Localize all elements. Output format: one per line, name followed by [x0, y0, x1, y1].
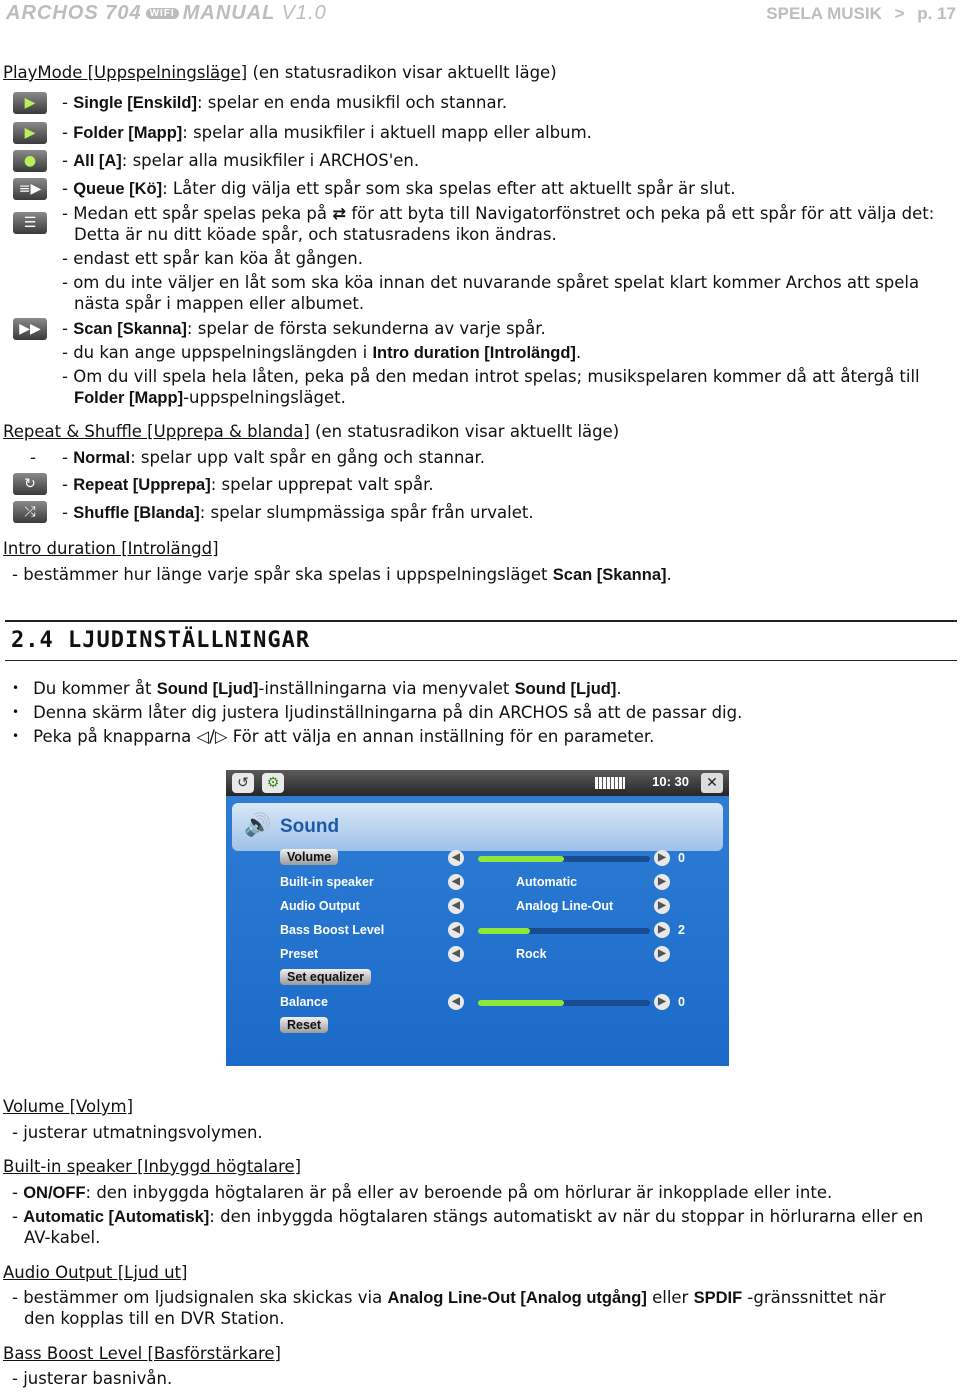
desc: : spelar alla musikfiler i aktuell mapp eller album.	[182, 123, 592, 142]
wifi-badge: WIFI	[146, 8, 179, 19]
queue-text-d: endast ett spår kan köa åt gången.	[73, 249, 363, 268]
scan-mode-icon: ▶▶	[13, 318, 47, 340]
breadcrumb	[766, 4, 956, 24]
introduration-heading	[3, 538, 955, 559]
term: Normal	[73, 449, 131, 467]
whole-text-1: Om du vill spela hela låten, peka på den medan introt spelas; musikspelaren kommer då att återgå till	[73, 367, 920, 386]
repeat-shuffle: - Shuffle [Blanda]: spelar slumpmässiga spår från urvalet.	[62, 503, 534, 522]
speaker-title: Built-in speaker [Inbyggd högtalare]	[3, 1157, 302, 1176]
section-heading	[5, 620, 957, 661]
output-title: Audio Output [Ljud ut]	[3, 1263, 188, 1282]
manual-label: MANUAL	[182, 2, 276, 24]
setting-label[interactable]: Reset	[280, 1017, 328, 1033]
back-icon[interactable]: ↺	[232, 773, 254, 793]
term: Shuffle [Blanda]	[73, 504, 200, 522]
single-mode-icon: ▶	[13, 92, 47, 114]
output-heading	[3, 1262, 955, 1283]
close-icon[interactable]: ✕	[701, 773, 723, 793]
b3a: Peka på knapparna	[33, 727, 192, 746]
queue-instruction: - Medan ett spår spelas peka på ⇄ för att byta till Navigatorfönstret och peka på ett spår för att välja det:	[62, 204, 935, 223]
setting-slider[interactable]	[478, 856, 650, 862]
volume-title: Volume [Volym]	[3, 1097, 134, 1116]
decrease-arrow-icon[interactable]: ◀	[448, 874, 464, 890]
page-header	[0, 0, 960, 28]
a: bestämmer om ljudsignalen ska skickas via	[23, 1288, 388, 1307]
queue-note-2: - om du inte väljer en låt som ska köa innan det nuvarande spåret spelat klart kommer Archos att spela	[62, 273, 920, 292]
c: -gränssnittet när	[742, 1288, 886, 1307]
setting-slider[interactable]	[478, 1000, 650, 1006]
b2: Denna skärm låter dig justera ljudinställningarna på din ARCHOS så att de passar dig.	[33, 703, 743, 722]
playmode-queue: - Queue [Kö]: Låter dig välja ett spår som ska spelas efter att aktuellt spår är slut.	[62, 179, 736, 198]
term: Folder [Mapp]	[73, 124, 183, 142]
left-arrow-icon: ◁	[196, 727, 210, 746]
section-name: SPELA MUSIK	[766, 4, 882, 23]
decrease-arrow-icon[interactable]: ◀	[448, 994, 464, 1010]
setting-label: Preset	[280, 947, 319, 961]
setting-row[interactable]	[272, 919, 712, 943]
setting-row[interactable]	[272, 847, 712, 871]
desc: justerar utmatningsvolymen.	[23, 1123, 263, 1142]
playmode-heading	[3, 62, 955, 83]
scan-note-2b	[74, 387, 346, 409]
normal-mode-icon: -	[30, 448, 36, 467]
setting-row[interactable]	[272, 991, 712, 1015]
queue-mode-icon: ≡▶	[13, 178, 47, 200]
intro-pre: du kan ange uppspelningslängden i	[73, 343, 373, 362]
desc: : spelar en enda musikfil och stannar.	[196, 93, 508, 112]
decrease-arrow-icon[interactable]: ◀	[448, 850, 464, 866]
setting-row[interactable]	[272, 943, 712, 967]
b1c: .	[616, 679, 622, 698]
sound-settings-screenshot	[226, 770, 729, 1066]
setting-number: 0	[678, 995, 685, 1009]
scan-note-2: - Om du vill spela hela låten, peka på den medan introt spelas; musikspelaren kommer då att återgå till	[62, 367, 920, 386]
speaker-onoff: - ON/OFF: den inbyggda högtalaren är på eller av beroende på om hörlurar är inkopplade eller inte.	[12, 1183, 833, 1202]
speaker-icon: 🔊	[244, 813, 272, 838]
desc: : Låter dig välja ett spår som ska spelas efter att aktuellt spår är slut.	[162, 179, 736, 198]
increase-arrow-icon[interactable]: ▶	[654, 874, 670, 890]
whole-term: Folder [Mapp]	[74, 389, 184, 407]
t2: SPDIF	[693, 1289, 743, 1307]
desc: : den inbyggda högtalaren stängs automatiskt av när du stoppar in hörlurarna eller en	[209, 1207, 924, 1226]
shuffle-icon: ⤮	[13, 501, 47, 523]
setting-label: Built-in speaker	[280, 875, 374, 889]
desc: : den inbyggda högtalaren är på eller av beroende på om hörlurar är inkopplade eller inte.	[85, 1183, 833, 1202]
desc: justerar basnivån.	[23, 1369, 173, 1388]
repeat-repeat: - Repeat [Upprepa]: spelar upprepat valt spår.	[62, 475, 434, 494]
playmode-folder: - Folder [Mapp]: spelar alla musikfiler i aktuell mapp eller album.	[62, 123, 592, 142]
device-titlebar	[226, 770, 729, 796]
decrease-arrow-icon[interactable]: ◀	[448, 922, 464, 938]
setting-label: Balance	[280, 995, 328, 1009]
speaker-auto: - Automatic [Automatisk]: den inbyggda högtalaren stängs automatiskt av när du stoppar in hörlurarna eller en	[12, 1207, 924, 1226]
volume-heading	[3, 1096, 955, 1117]
intro-post: .	[575, 343, 582, 362]
setting-number: 0	[678, 851, 685, 865]
battery-icon	[595, 777, 625, 789]
setting-value: Analog Line-Out	[516, 899, 614, 913]
repeat-title: Repeat & Shuffle [Upprepa & blanda]	[3, 422, 310, 441]
decrease-arrow-icon[interactable]: ◀	[448, 946, 464, 962]
folder-mode-icon: ▶	[13, 122, 47, 144]
introduration-text: - bestämmer hur länge varje spår ska spelas i uppspelningsläget Scan [Skanna].	[12, 565, 672, 584]
term: Single [Enskild]	[73, 94, 197, 112]
desc: : spelar alla musikfiler i ARCHOS'en.	[121, 151, 420, 170]
playmode-single: - Single [Enskild]: spelar en enda musikfil och stannar.	[62, 93, 508, 112]
b1b: -inställningarna via menyvalet	[258, 679, 515, 698]
desc: : spelar upp valt spår en gång och stannar.	[130, 448, 486, 467]
bass-title: Bass Boost Level [Basförstärkare]	[3, 1344, 281, 1363]
setting-slider[interactable]	[478, 928, 650, 934]
term: Automatic [Automatisk]	[23, 1208, 210, 1226]
term: ON/OFF	[23, 1184, 86, 1202]
term: All [A]	[73, 152, 122, 170]
b: eller	[646, 1288, 694, 1307]
setting-label: Audio Output	[280, 899, 360, 913]
all-mode-icon: ●	[13, 150, 47, 172]
output-text: - bestämmer om ljudsignalen ska skickas via Analog Line-Out [Analog utgång] eller SPDIF -gränssnittet när	[12, 1288, 886, 1307]
t1: Analog Line-Out [Analog utgång]	[387, 1289, 647, 1307]
queue-text-a: Medan ett spår spelas peka på	[73, 204, 328, 223]
repeat-normal: - Normal: spelar upp valt spår en gång och stannar.	[62, 448, 486, 467]
b3sep: /	[209, 727, 215, 746]
bullet-3	[12, 726, 654, 747]
queue-text-c: Detta är nu ditt köade spår, och statusradens ikon ändras.	[74, 225, 557, 244]
right-arrow-icon: ▷	[214, 727, 228, 746]
desc: : spelar slumpmässiga spår från urvalet.	[199, 503, 534, 522]
introduration-title: Intro duration [Introlängd]	[3, 539, 219, 558]
playmode-all: - All [A]: spelar alla musikfiler i ARCHOS'en.	[62, 151, 420, 170]
desc: : spelar de första sekunderna av varje spår.	[186, 319, 546, 338]
setting-number: 2	[678, 923, 685, 937]
increase-arrow-icon[interactable]: ▶	[654, 994, 670, 1010]
setting-value: Rock	[516, 947, 547, 961]
playmode-scan: - Scan [Skanna]: spelar de första sekunderna av varje spår.	[62, 319, 546, 338]
sound-title-bar	[232, 803, 723, 851]
increase-arrow-icon[interactable]: ▶	[654, 898, 670, 914]
increase-arrow-icon[interactable]: ▶	[654, 946, 670, 962]
breadcrumb-separator: >	[894, 4, 905, 23]
setting-row[interactable]	[272, 895, 712, 919]
settings-icon[interactable]: ⚙	[262, 773, 284, 793]
speaker-heading	[3, 1156, 955, 1177]
queue-note-1: - endast ett spår kan köa åt gången.	[62, 249, 363, 268]
setting-label: Bass Boost Level	[280, 923, 385, 937]
playmode-title-suffix: (en statusradikon visar aktuellt läge)	[247, 63, 557, 82]
increase-arrow-icon[interactable]: ▶	[654, 922, 670, 938]
setting-row[interactable]	[272, 1015, 712, 1039]
increase-arrow-icon[interactable]: ▶	[654, 850, 670, 866]
decrease-arrow-icon[interactable]: ◀	[448, 898, 464, 914]
page-number: p. 17	[917, 4, 956, 23]
clock: 10: 30	[652, 774, 689, 789]
repeat-icon: ↻	[13, 473, 47, 495]
setting-label[interactable]: Set equalizer	[280, 969, 371, 985]
section-title: 2.4 LJUDINSTÄLLNINGAR	[11, 628, 311, 653]
term: Repeat [Upprepa]	[73, 476, 211, 494]
repeat-title-suffix: (en statusradikon visar aktuellt läge)	[309, 422, 620, 441]
queue-text-e2: nästa spår i mappen eller albumet.	[74, 294, 365, 313]
b3b: För att välja en annan inställning för en parameter.	[227, 727, 655, 746]
end: .	[666, 565, 672, 584]
brand-name: ARCHOS 704	[6, 2, 142, 24]
term: Scan [Skanna]	[73, 320, 187, 338]
slider-fill	[478, 856, 564, 862]
queue-text-e1: om du inte väljer en låt som ska köa innan det nuvarande spåret spelat klart kommer Archos att spela	[73, 273, 920, 292]
bullet-2	[12, 702, 742, 723]
term: Queue [Kö]	[73, 180, 163, 198]
speaker-auto-cont: AV-kabel.	[24, 1228, 101, 1247]
queue-toggle-icon: ⇄	[332, 204, 347, 223]
playmode-title: PlayMode [Uppspelningsläge]	[3, 63, 248, 82]
b1a: Du kommer åt	[33, 679, 157, 698]
term: Scan [Skanna]	[552, 566, 667, 584]
bass-heading	[3, 1343, 955, 1364]
repeat-heading	[3, 421, 955, 442]
setting-label[interactable]: Volume	[280, 849, 338, 865]
b1t: Sound [Ljud]	[156, 680, 259, 698]
setting-row[interactable]	[272, 871, 712, 895]
intro-term: Intro duration [Introlängd]	[372, 344, 576, 362]
desc: : spelar upprepat valt spår.	[210, 475, 434, 494]
whole-text-2: -uppspelningsläget.	[183, 388, 346, 407]
volume-text: - justerar utmatningsvolymen.	[12, 1123, 263, 1142]
setting-value: Automatic	[516, 875, 578, 889]
version: V1.0	[281, 2, 327, 24]
sound-title: Sound	[280, 816, 340, 837]
bass-text: - justerar basnivån.	[12, 1369, 173, 1388]
setting-row[interactable]	[272, 967, 712, 991]
bullet-1	[12, 678, 622, 700]
queue-text-b: för att byta till Navigatorfönstret och peka på ett spår för att välja det:	[351, 204, 935, 223]
slider-fill	[478, 928, 530, 934]
scan-note-1: - du kan ange uppspelningslängden i Intro duration [Introlängd].	[62, 343, 582, 362]
output-text-cont: den kopplas till en DVR Station.	[24, 1309, 285, 1328]
desc: bestämmer hur länge varje spår ska spelas i uppspelningsläget	[23, 565, 553, 584]
queue-list-icon: ☰	[13, 212, 47, 234]
brand	[6, 2, 327, 25]
b1t2: Sound [Ljud]	[514, 680, 617, 698]
slider-fill	[478, 1000, 564, 1006]
